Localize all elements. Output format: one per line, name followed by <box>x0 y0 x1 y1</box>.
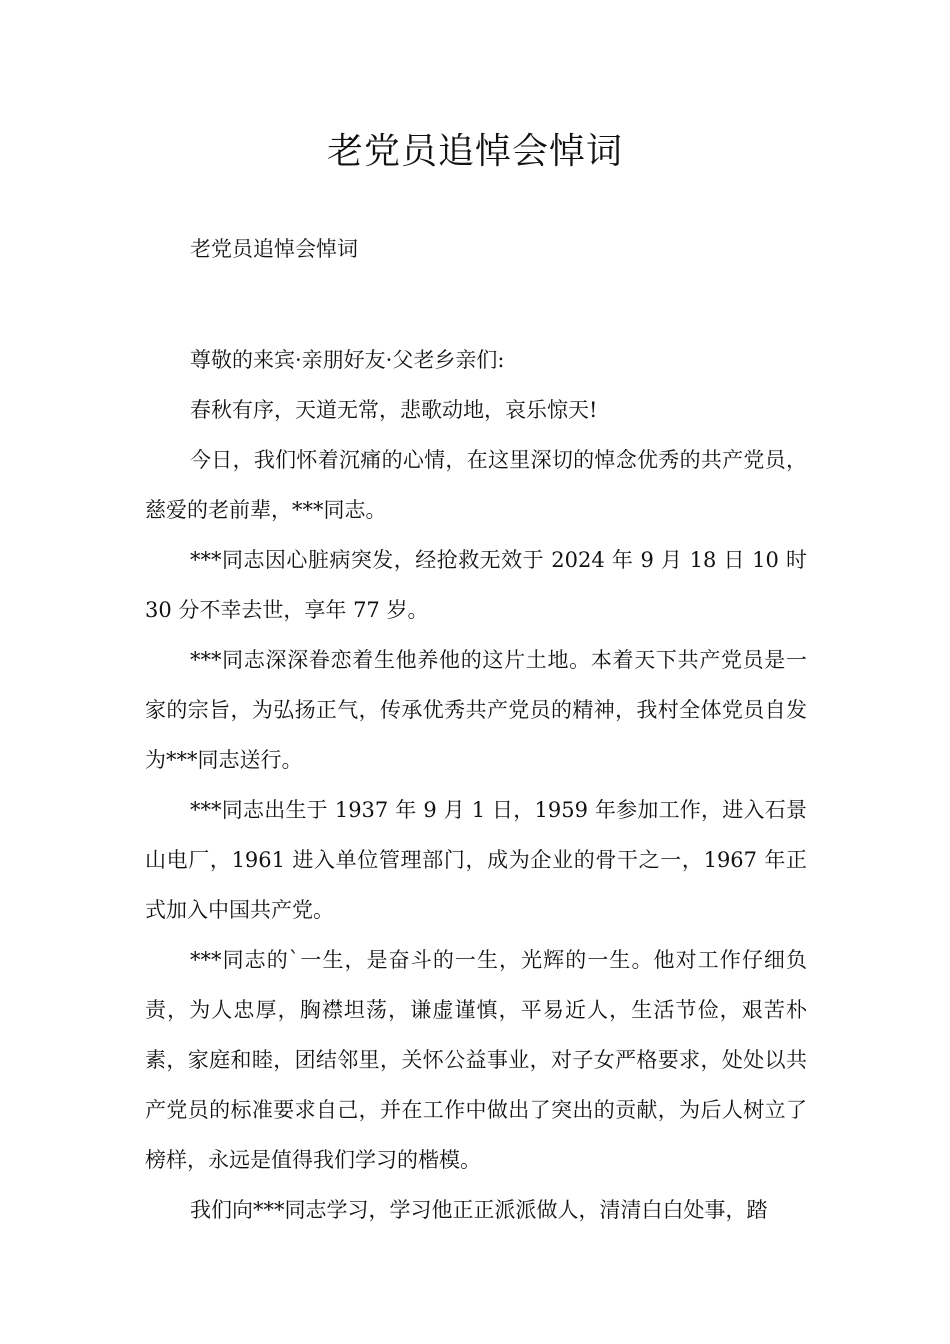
document-subtitle: 老党员追悼会悼词 <box>190 237 358 261</box>
document-title: 老党员追悼会悼词 <box>326 131 623 172</box>
document-body <box>145 335 807 1235</box>
paragraph-death: ***同志因心脏病突发，经抢救无效于 2024 年 9 月 18 日 10 时 30 分不幸去世，享年 77 岁。 <box>145 548 807 622</box>
paragraph-farewell: ***同志深深眷恋着生他养他的这片土地。本着天下共产党员是一家的宗旨，为弘扬正气，传承优秀共产党员的精神，我村全体党员自发为***同志送行。 <box>145 648 807 772</box>
paragraph-opening: 春秋有序，天道无常，悲歌动地，哀乐惊天! <box>190 398 598 422</box>
paragraph-learning: 我们向***同志学习，学习他正正派派做人，清清白白处事，踏 <box>190 1198 768 1222</box>
paragraph-mourning: 今日，我们怀着沉痛的心情，在这里深切的悼念优秀的共产党员，慈爱的老前辈，***同志。 <box>145 448 807 522</box>
paragraph-life: ***同志的`一生，是奋斗的一生，光辉的一生。他对工作仔细负责，为人忠厚，胸襟坦荡，谦虚谨慎，平易近人，生活节俭，艰苦朴素，家庭和睦，团结邻里，关怀公益事业，对子女严格要求，处处以共产党员的标准要求自己，并在工作中做出了突出的贡献，为后人树立了榜样，永远是值得我们学习的楷模。 <box>145 948 807 1172</box>
paragraph-biography: ***同志出生于 1937 年 9 月 1 日，1959 年参加工作，进入石景山电厂，1961 进入单位管理部门，成为企业的骨干之一，1967 年正式加入中国共产党。 <box>145 798 807 922</box>
paragraph-salutation: 尊敬的来宾·亲朋好友·父老乡亲们: <box>190 348 505 372</box>
